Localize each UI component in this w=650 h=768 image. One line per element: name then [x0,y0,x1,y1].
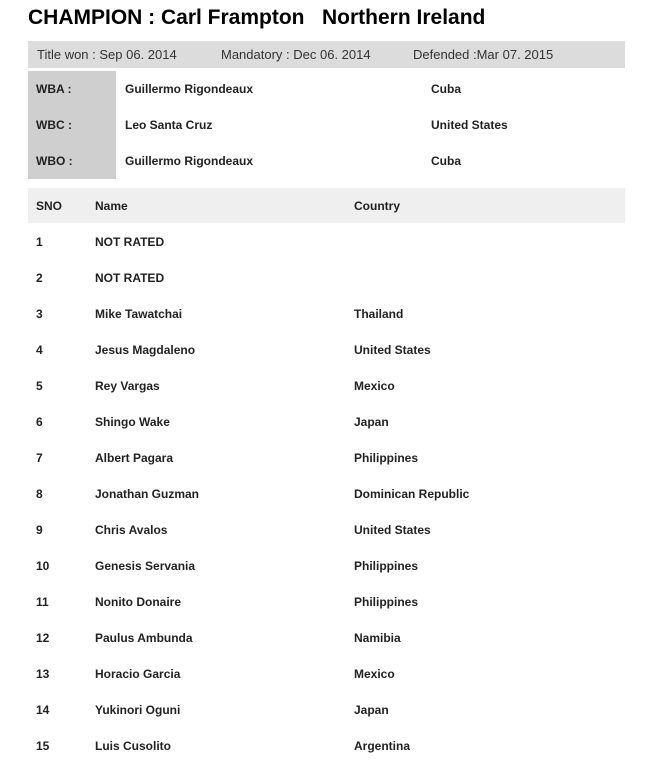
boxer-country: Philippines [354,559,419,573]
rankings-list [28,223,625,763]
org-label: WBC : [36,118,72,132]
defended-date: Defended :Mar 07. 2015 [413,47,554,62]
other-champions-table [28,71,625,179]
header-sno: SNO [36,199,63,213]
boxer-name: Shingo Wake [95,415,170,429]
table-row [28,439,625,475]
boxer-country: Thailand [354,307,404,321]
org-champion-country: Cuba [431,154,461,168]
rank-number: 10 [36,559,50,573]
mandatory-date: Mandatory : Dec 06. 2014 [221,47,371,62]
table-row [28,295,625,331]
table-row [28,727,625,763]
header-country: Country [354,199,400,213]
table-row [28,583,625,619]
rank-number: 13 [36,667,50,681]
boxer-name: Horacio Garcia [95,667,181,681]
boxer-country: Philippines [354,595,419,609]
rank-number: 6 [36,415,43,429]
rank-number: 1 [36,235,43,249]
boxer-name: NOT RATED [95,271,165,285]
rankings-header [28,188,625,223]
boxer-country: Japan [354,703,389,717]
table-row [28,331,625,367]
table-row [28,619,625,655]
rank-number: 3 [36,307,43,321]
org-champion-name: Leo Santa Cruz [125,118,213,132]
title-won-date: Title won : Sep 06. 2014 [37,47,177,62]
table-row [28,655,625,691]
boxer-country: Dominican Republic [354,487,470,501]
rank-number: 4 [36,343,43,357]
org-row-wbo [28,143,625,179]
boxer-name: Jonathan Guzman [95,487,200,501]
org-row-wba [28,71,625,107]
org-champion-name: Guillermo Rigondeaux [125,82,254,96]
boxer-name: Albert Pagara [95,451,174,465]
table-row [28,403,625,439]
boxer-country: Argentina [354,739,411,753]
table-row [28,691,625,727]
boxer-country: Mexico [354,667,395,681]
table-row [28,367,625,403]
boxer-country: United States [354,523,431,537]
page-title: CHAMPION : Carl Frampton Northern Ireland [28,6,486,29]
rank-number: 5 [36,379,43,393]
rank-number: 7 [36,451,43,465]
table-row [28,511,625,547]
org-champion-country: Cuba [431,82,461,96]
boxer-name: Jesus Magdaleno [95,343,196,357]
boxer-country: Mexico [354,379,395,393]
table-row [28,547,625,583]
boxer-name: Mike Tawatchai [95,307,183,321]
org-label: WBO : [36,154,73,168]
rank-number: 15 [36,739,50,753]
table-row [28,475,625,511]
rank-number: 14 [36,703,50,717]
header-name: Name [95,199,128,213]
boxer-name: NOT RATED [95,235,165,249]
boxer-name: Rey Vargas [95,379,160,393]
rank-number: 8 [36,487,43,501]
boxer-name: Nonito Donaire [95,595,181,609]
org-label: WBA : [36,82,72,96]
org-champion-country: United States [431,118,508,132]
rank-number: 2 [36,271,43,285]
boxer-name: Paulus Ambunda [95,631,193,645]
boxer-name: Chris Avalos [95,523,168,537]
table-row [28,223,625,259]
boxer-country: Namibia [354,631,401,645]
rank-number: 12 [36,631,50,645]
boxer-country: Philippines [354,451,419,465]
boxer-country: United States [354,343,431,357]
title-info-bar [28,41,625,68]
org-champion-name: Guillermo Rigondeaux [125,154,254,168]
table-row [28,259,625,295]
rank-number: 11 [36,595,49,609]
boxer-name: Genesis Servania [95,559,196,573]
boxer-name: Yukinori Oguni [95,703,181,717]
rank-number: 9 [36,523,43,537]
boxer-country: Japan [354,415,389,429]
boxer-name: Luis Cusolito [95,739,171,753]
org-row-wbc [28,107,625,143]
